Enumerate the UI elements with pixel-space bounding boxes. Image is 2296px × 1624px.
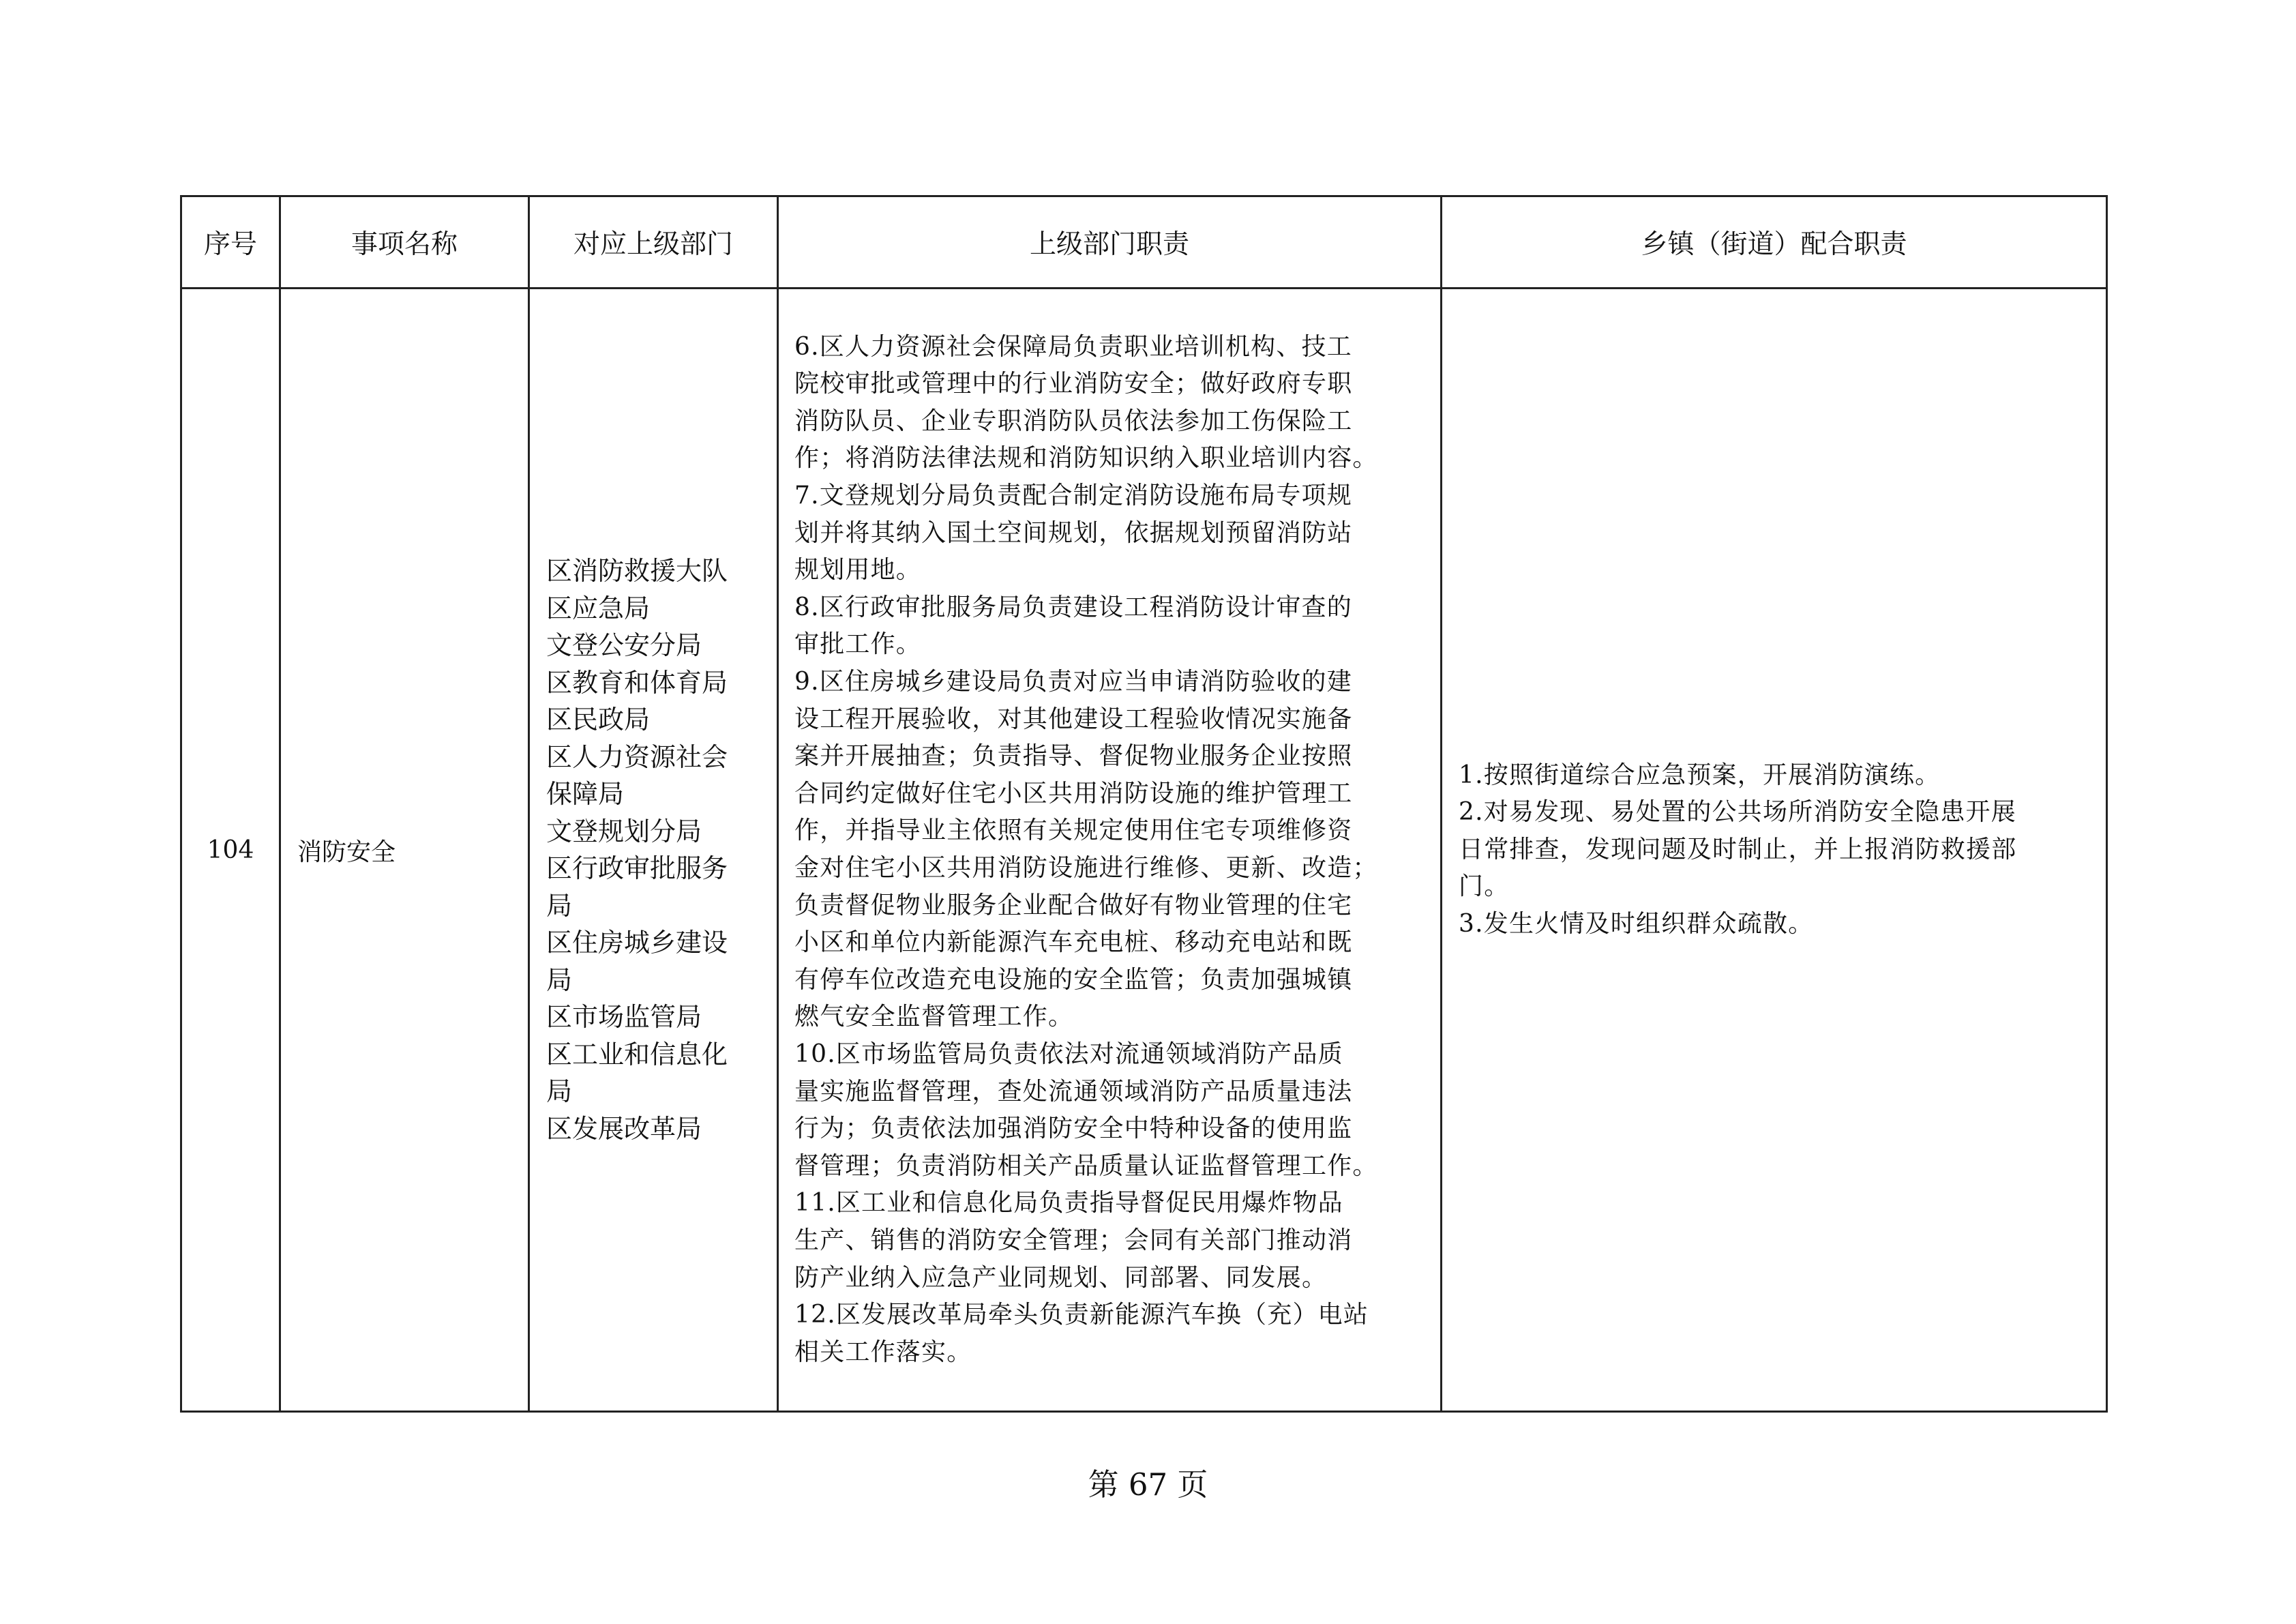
table-row: [181, 289, 2107, 1412]
duty-line: 金对住宅小区共用消防设施进行维修、更新、改造；: [794, 854, 1378, 882]
department-line: 区工业和信息化: [546, 1039, 728, 1069]
department-line: 区应急局: [546, 593, 651, 623]
duty-line: 设工程开展验收，对其他建设工程验收情况实施备: [794, 705, 1353, 733]
duty-line: 小区和单位内新能源汽车充电桩、移动充电站和既: [794, 928, 1353, 957]
duty-line: 作；将消防法律法规和消防知识纳入职业培训内容。: [794, 444, 1378, 473]
header-upper-duties: 上级部门职责: [778, 196, 1442, 289]
row-departments: [529, 289, 778, 1412]
duty-line: 消防队员、企业专职消防队员依法参加工伤保险工: [794, 407, 1353, 435]
town-duty-line: 门。: [1459, 872, 1510, 901]
department-line: 区行政审批服务: [546, 853, 728, 883]
duty-line: 12.区发展改革局牵头负责新能源汽车换（充）电站: [794, 1301, 1369, 1329]
page-number: 第 67 页: [1088, 1466, 1208, 1503]
duty-line: 10.区市场监管局负责依法对流通领域消防产品质: [794, 1039, 1343, 1068]
duty-line: 督管理；负责消防相关产品质量认证监督管理工作。: [794, 1151, 1378, 1180]
duty-line: 院校审批或管理中的行业消防安全；做好政府专职: [794, 370, 1353, 398]
duty-line: 燃气安全监督管理工作。: [794, 1003, 1074, 1031]
duty-table: [180, 195, 2108, 1413]
department-line: 区人力资源社会: [546, 741, 728, 772]
department-line: 局: [546, 1076, 573, 1106]
department-line: 区教育和体育局: [546, 667, 728, 698]
row-upper-duties: [778, 289, 1442, 1412]
department-line: 区消防救援大队: [546, 556, 728, 586]
duty-line: 7.文登规划分局负责配合制定消防设施布局专项规: [794, 482, 1352, 510]
department-line: 区住房城乡建设: [546, 928, 728, 958]
duty-line: 防产业纳入应急产业同规划、同部署、同发展。: [794, 1263, 1328, 1292]
department-line: 保障局: [546, 779, 625, 809]
department-line: 区市场监管局: [546, 1002, 702, 1032]
department-line: 局: [546, 890, 573, 921]
row-town-duties: [1442, 289, 2107, 1412]
duty-line: 作，并指导业主依照有关规定使用住宅专项维修资: [794, 816, 1353, 845]
duty-line: 有停车位改造充电设施的安全监管；负责加强城镇: [794, 965, 1353, 994]
department-line: 局: [546, 964, 573, 995]
department-line: 区发展改革局: [546, 1113, 702, 1144]
town-duty-line: 3.发生火情及时组织群众疏散。: [1459, 909, 1814, 938]
header-item-name: 事项名称: [280, 196, 529, 289]
duty-line: 11.区工业和信息化局负责指导督促民用爆炸物品: [794, 1189, 1343, 1217]
table-header-row: [181, 196, 2107, 289]
duty-line: 规划用地。: [794, 556, 922, 585]
row-number: 104: [181, 289, 280, 1412]
department-line: 区民政局: [546, 705, 651, 735]
duty-line: 8.区行政审批服务局负责建设工程消防设计审查的: [794, 593, 1352, 621]
town-duty-line: 日常排查，发现问题及时制止，并上报消防救援部: [1459, 835, 2017, 863]
duty-line: 审批工作。: [794, 630, 922, 659]
duty-line: 负责督促物业服务企业配合做好有物业管理的住宅: [794, 891, 1353, 919]
duty-line: 6.区人力资源社会保障局负责职业培训机构、技工: [794, 332, 1352, 361]
row-item-name: 消防安全: [280, 289, 529, 1412]
duty-line: 量实施监督管理，查处流通领域消防产品质量违法: [794, 1077, 1353, 1106]
duty-line: 生产、销售的消防安全管理；会同有关部门推动消: [794, 1226, 1353, 1254]
duty-line: 相关工作落实。: [794, 1338, 972, 1366]
town-duty-line: 1.按照街道综合应急预案，开展消防演练。: [1459, 761, 1941, 789]
duty-line: 行为；负责依法加强消防安全中特种设备的使用监: [794, 1114, 1353, 1143]
town-duty-line: 2.对易发现、易处置的公共场所消防安全隐患开展: [1459, 798, 2016, 827]
duty-line: 案并开展抽查；负责指导、督促物业服务企业按照: [794, 742, 1353, 771]
header-upper-department: 对应上级部门: [529, 196, 778, 289]
duty-line: 9.区住房城乡建设局负责对应当申请消防验收的建: [794, 668, 1352, 696]
header-town-duties: 乡镇（街道）配合职责: [1442, 196, 2107, 289]
duty-line: 划并将其纳入国土空间规划，依据规划预留消防站: [794, 518, 1353, 547]
header-number: 序号: [181, 196, 280, 289]
department-line: 文登公安分局: [546, 630, 702, 660]
department-line: 文登规划分局: [546, 816, 702, 846]
duty-line: 合同约定做好住宅小区共用消防设施的维护管理工: [794, 779, 1353, 808]
